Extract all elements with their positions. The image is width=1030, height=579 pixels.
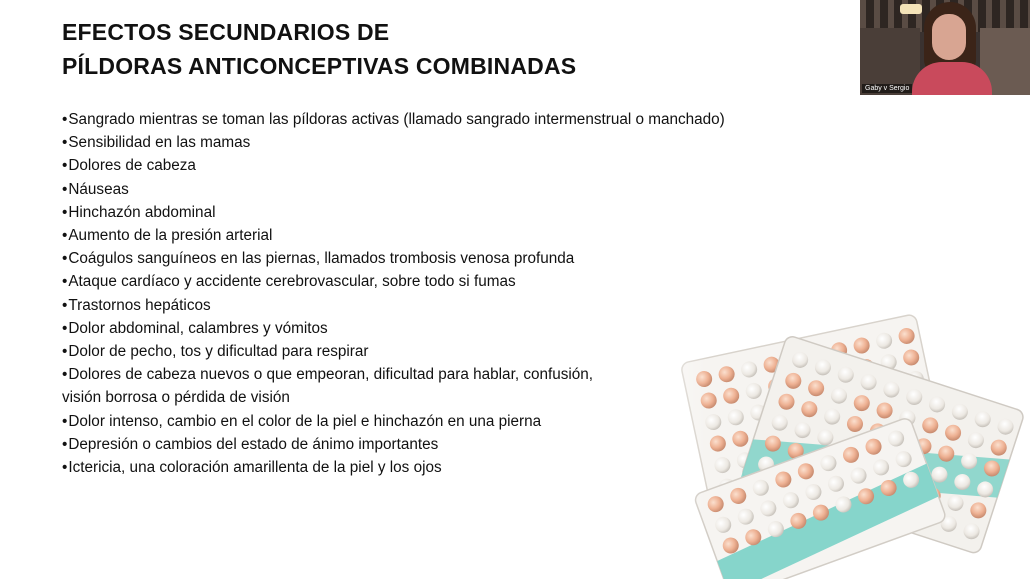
list-item-text: visión borrosa o pérdida de visión bbox=[62, 389, 290, 407]
list-item-text: Ictericia, una coloración amarillenta de la piel y los ojos bbox=[68, 459, 442, 477]
bullet-icon: • bbox=[62, 319, 68, 337]
list-item-text: Dolores de cabeza nuevos o que empeoran, dificultad para hablar, confusión, bbox=[68, 366, 594, 384]
slide-title-line-2: PÍLDORAS ANTICONCEPTIVAS COMBINADAS bbox=[62, 53, 577, 79]
bullet-icon: • bbox=[62, 227, 68, 245]
list-item bbox=[62, 201, 725, 224]
bullet-icon: • bbox=[62, 203, 68, 221]
list-item bbox=[62, 270, 725, 293]
participant-face bbox=[932, 14, 966, 60]
list-item-text: Dolor de pecho, tos y dificultad para respirar bbox=[68, 343, 369, 361]
participant-name-tag: Gaby v Sergio bbox=[862, 84, 912, 93]
bullet-icon: • bbox=[62, 435, 68, 453]
bullet-icon: • bbox=[62, 296, 68, 314]
bullet-icon: • bbox=[62, 412, 68, 430]
bullet-icon: • bbox=[62, 273, 68, 291]
webcam-lamp bbox=[900, 4, 922, 14]
bullet-icon: • bbox=[62, 180, 68, 198]
pill-packs-image bbox=[600, 300, 1030, 579]
list-item-text: Sensibilidad en las mamas bbox=[68, 134, 251, 152]
list-item-text: Trastornos hepáticos bbox=[68, 296, 211, 314]
list-item-text: Náuseas bbox=[68, 180, 129, 198]
list-item-text: Sangrado mientras se toman las píldoras activas (llamado sangrado intermenstrual o manchado) bbox=[68, 111, 725, 128]
list-item bbox=[62, 178, 725, 201]
list-item-text: Dolor abdominal, calambres y vómitos bbox=[68, 319, 328, 337]
bullet-icon: • bbox=[62, 250, 68, 268]
bullet-icon: • bbox=[62, 157, 68, 175]
bullet-icon: • bbox=[62, 134, 68, 152]
list-item-text: Dolores de cabeza bbox=[68, 157, 196, 175]
bullet-icon: • bbox=[62, 343, 68, 361]
list-item-text: Ataque cardíaco y accidente cerebrovascular, sobre todo si fumas bbox=[68, 273, 516, 291]
list-item-text: Depresión o cambios del estado de ánimo importantes bbox=[68, 435, 439, 453]
list-item bbox=[62, 131, 725, 154]
bullet-icon: • bbox=[62, 459, 68, 477]
slide-title bbox=[62, 15, 576, 83]
list-item bbox=[62, 154, 725, 177]
slide-title-line-1: EFECTOS SECUNDARIOS DE bbox=[62, 19, 390, 45]
list-item bbox=[62, 108, 725, 131]
list-item-text: Dolor intenso, cambio en el color de la piel e hinchazón en una pierna bbox=[68, 412, 542, 430]
list-item bbox=[62, 224, 725, 247]
webcam-video-tile[interactable] bbox=[860, 0, 1030, 95]
bullet-icon: • bbox=[62, 111, 68, 128]
list-item-text: Aumento de la presión arterial bbox=[68, 227, 273, 245]
list-item-text: Hinchazón abdominal bbox=[68, 203, 216, 221]
list-item-text: Coágulos sanguíneos en las piernas, llamados trombosis venosa profunda bbox=[68, 250, 575, 268]
bullet-icon: • bbox=[62, 366, 68, 384]
list-item bbox=[62, 247, 725, 270]
